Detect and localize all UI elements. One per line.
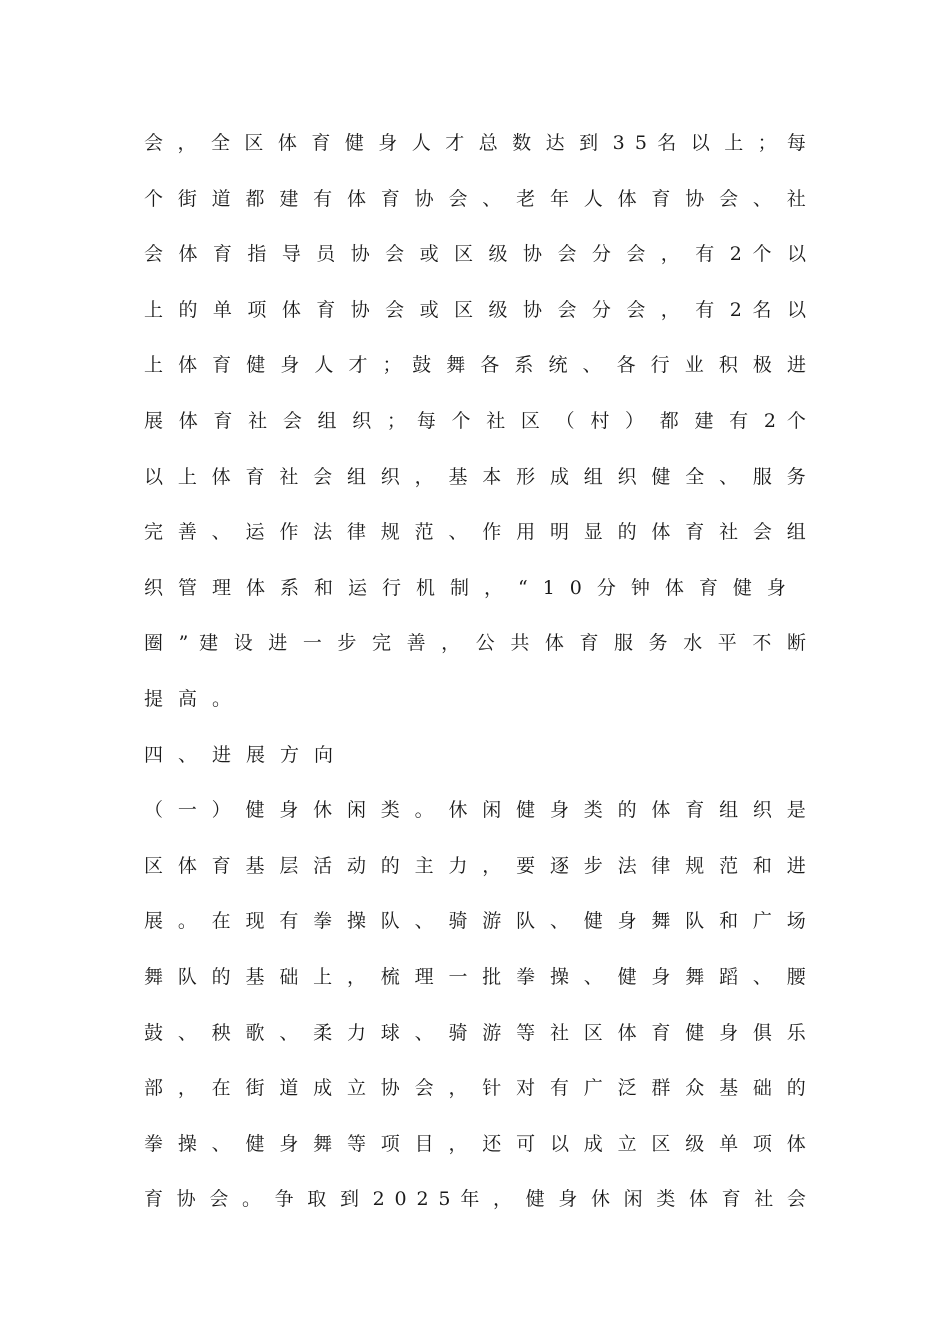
text-line: 上 体 育 健 身 人 才 ； 鼓 舞 各 系 统 、 各 行 业 积 极 进 [144, 354, 806, 377]
section-heading: 四、进展方向 [144, 743, 349, 766]
text-line: 展 。 在 现 有 拳 操 队 、 骑 游 队 、 健 身 舞 队 和 广 场 [144, 910, 806, 933]
text-line: 提高。 [144, 687, 247, 710]
text-line: 个 街 道 都 建 有 体 育 协 会 、 老 年 人 体 育 协 会 、 社 [144, 187, 806, 210]
text-line: 以 上 体 育 社 会 组 织 ， 基 本 形 成 组 织 健 全 、 服 务 [144, 465, 806, 488]
text-line: 部 ， 在 街 道 成 立 协 会 ， 针 对 有 广 泛 群 众 基 础 的 [144, 1077, 806, 1100]
text-line: 拳 操 、 健 身 舞 等 项 目 ， 还 可 以 成 立 区 级 单 项 体 [144, 1132, 806, 1155]
body-text [144, 116, 806, 1228]
text-line: 育 协 会 。 争 取 到 2 0 2 5 年 ， 健 身 休 闲 类 体 育 社 会 [144, 1188, 806, 1211]
text-line: 圈 ” 建 设 进 一 步 完 善 ， 公 共 体 育 服 务 水 平 不 断 [144, 632, 806, 655]
text-line: 会 体 育 指 导 员 协 会 或 区 级 协 会 分 会 ， 有 2 个 以 [144, 243, 806, 266]
text-line: 会 ， 全 区 体 育 健 身 人 才 总 数 达 到 3 5 名 以 上 ； 每 [144, 132, 806, 154]
text-line: 上 的 单 项 体 育 协 会 或 区 级 协 会 分 会 ， 有 2 名 以 [144, 298, 806, 321]
text-line: 完 善 、 运 作 法 律 规 范 、 作 用 明 显 的 体 育 社 会 组 [144, 521, 806, 544]
text-line: 舞 队 的 基 础 上 ， 梳 理 一 批 拳 操 、 健 身 舞 蹈 、 腰 [144, 965, 806, 988]
text-line: 织管理体系和运行机制，“10分钟体育健身 [144, 576, 801, 599]
text-line: 鼓 、 秧 歌 、 柔 力 球 、 骑 游 等 社 区 体 育 健 身 俱 乐 [144, 1021, 806, 1044]
text-line: （ 一 ） 健 身 休 闲 类 。 休 闲 健 身 类 的 体 育 组 织 是 [144, 799, 806, 822]
text-line: 区 体 育 基 层 活 动 的 主 力 ， 要 逐 步 法 律 规 范 和 进 [144, 854, 806, 877]
text-line: 展 体 育 社 会 组 织 ； 每 个 社 区 （ 村 ） 都 建 有 2 个 [144, 409, 806, 432]
